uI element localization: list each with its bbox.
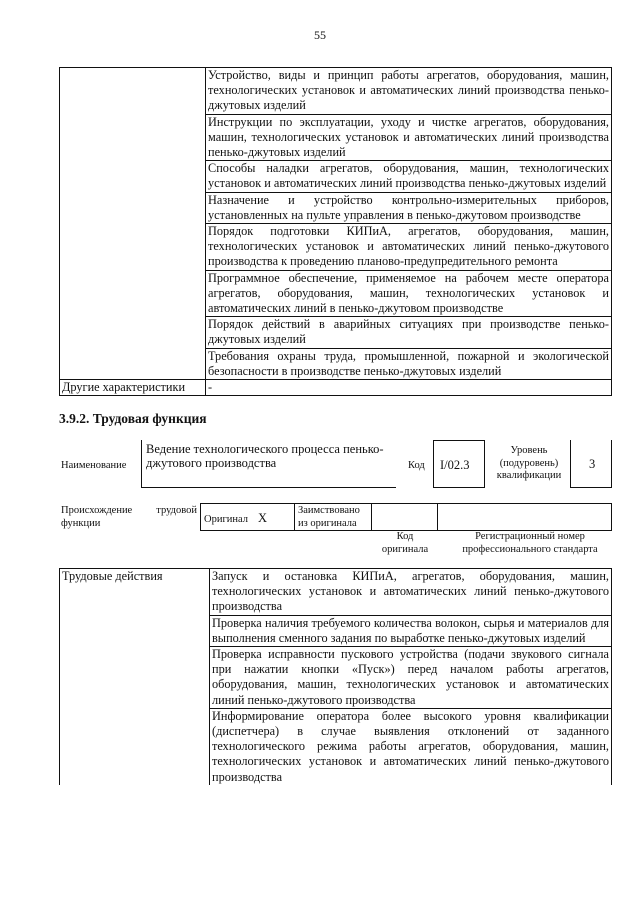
knowledge-item: Способы наладки агрегатов, оборудования, машин, технологических установок и автоматических линий производства пенько-джутовых изделий (206, 161, 612, 192)
knowledge-table (59, 67, 612, 396)
level-box (570, 440, 612, 488)
registration-caption: Регистрационный номер профессионального стандарта (462, 531, 598, 555)
action-item: Проверка исправности пускового устройства (подачи звукового сигнала при нажатии кнопки «Пуск») перед началом работы агрегатов, оборудования, машин, технологических установок и автоматических линий пенько-джутового производства (210, 647, 612, 709)
table-row (60, 569, 612, 616)
table-row (60, 68, 612, 115)
actions-table (59, 568, 612, 785)
origin-label: Происхождение трудовой функции (61, 505, 197, 529)
section-heading: 3.9.2. Трудовая функция (59, 411, 207, 426)
name-label: Наименование (61, 460, 127, 471)
code-original-caption: Код оригинала (381, 531, 429, 555)
action-item: Проверка наличия требуемого количества волокон, сырья и материалов для выполнения сменного задания по выработке пенько-джутовых изделий (210, 615, 612, 646)
knowledge-item: Программное обеспечение, применяемое на рабочем месте оператора агрегатов, оборудования, машин, технологических установок и автоматических линий в пенько-джутовом производстве (206, 270, 612, 317)
knowledge-item: Устройство, виды и принцип работы агрегатов, оборудования, машин, технологических установок и автоматических линий производства пенько-джутовых изделий (206, 68, 612, 115)
original-mark: X (258, 511, 268, 525)
other-characteristics-value: - (206, 380, 612, 396)
knowledge-item: Назначение и устройство контрольно-измерительных приборов, установленных на пульте управления в пенько-джутовом производстве (206, 192, 612, 223)
knowledge-item: Порядок действий в аварийных ситуациях при производстве пенько-джутовых изделий (206, 317, 612, 348)
knowledge-item: Инструкции по эксплуатации, уходу и чистке агрегатов, оборудования, машин, технологических установок и автоматических линий производства пенько-джутовых изделий (206, 114, 612, 161)
code-box (433, 440, 485, 488)
table-row (60, 380, 612, 396)
function-name: Ведение технологического процесса пенько-джутового производства (146, 442, 384, 470)
level-value: 3 (589, 457, 596, 471)
original-label: Оригинал (204, 514, 248, 525)
action-item: Информирование оператора более высокого уровня квалификации (диспетчера) в случае выявления отклонений от заданного технологического режима работы агрегатов, оборудования, машин, технологических установок и автоматических линий пенько-джутового производства (210, 708, 612, 785)
page-number: 55 (314, 28, 326, 42)
code-label: Код (408, 460, 425, 471)
knowledge-label-cell (60, 68, 206, 380)
action-item: Запуск и остановка КИПиА, агрегатов, оборудования, машин, технологических установок и автоматических линий пенько-джутового производства (210, 569, 612, 616)
code-value: I/02.3 (440, 458, 470, 472)
other-characteristics-label: Другие характеристики (60, 380, 206, 396)
borrowed-label: Заимствовано из оригинала (298, 505, 360, 529)
knowledge-item: Требования охраны труда, промышленной, пожарной и экологической безопасности в производстве пенько-джутовых изделий (206, 348, 612, 379)
actions-label: Трудовые действия (60, 569, 210, 785)
name-value-box (141, 440, 396, 488)
knowledge-item: Порядок подготовки КИПиА, агрегатов, оборудования, машин, технологических установок и автоматических линий пенько-джутового производства к проведению планово-предупредительного ремонта (206, 224, 612, 271)
level-label: Уровень (подуровень) квалификации (496, 445, 562, 481)
